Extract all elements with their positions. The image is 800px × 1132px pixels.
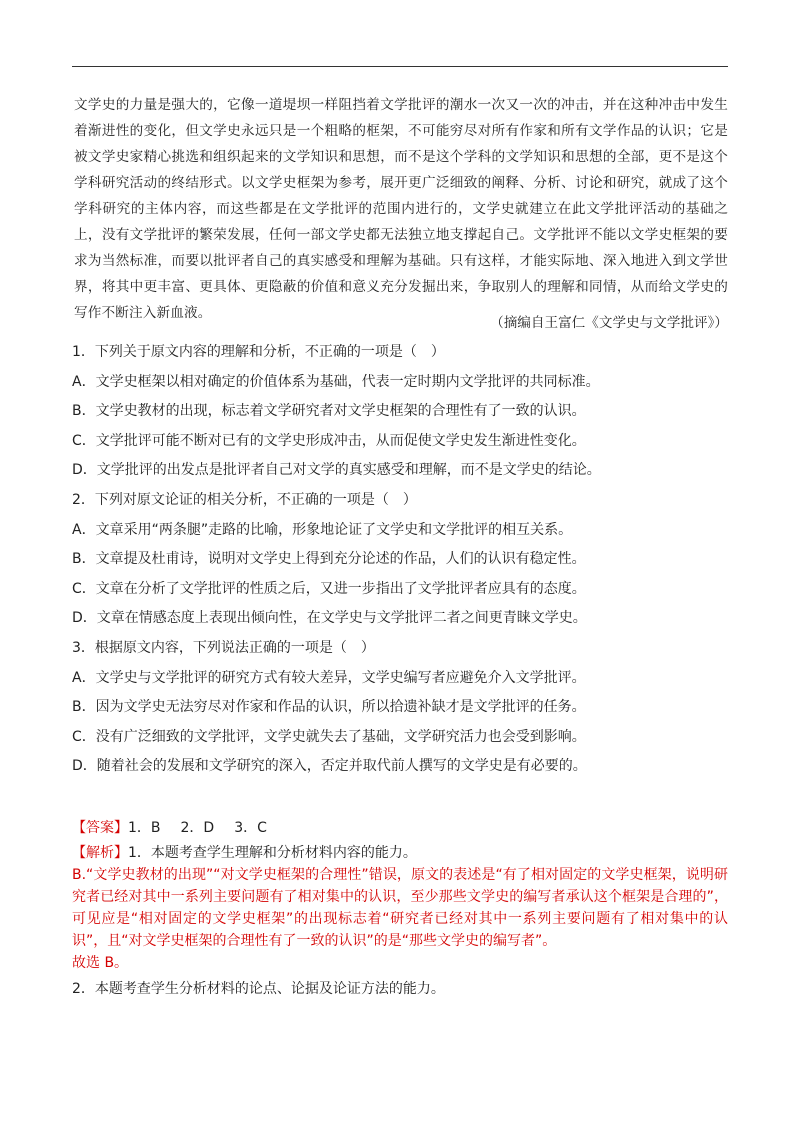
answer-item: 2．D (180, 820, 215, 836)
answer-key (72, 818, 287, 838)
analysis-line1: 1．本题考查学生理解和分析材料内容的能力。 (128, 845, 417, 861)
header-rule (72, 66, 728, 67)
question-option: D．文学批评的出发点是批评者自己对文学的真实感受和理解，而不是文学史的结论。 (72, 462, 601, 479)
reading-passage (74, 92, 728, 326)
question-option: D．文章在情感态度上表现出倾向性，在文学史与文学批评二者之间更青睐文学史。 (72, 610, 587, 627)
analysis-explanation: B.“文学史教材的出现”“对文学史框架的合理性”错误，原文的表述是“有了相对固定的文学史框架，说明研究者已经对其中一系列主要问题有了相对集中的认识，至少那些文学史的编写者承认这个框架是合理的”，可见应是“相对固定的文学史框架”的出现标志着“研究者已经对其中一系列主要问题有了相对集中的认识”，且“对文学史框架的合理性有了一致的认识”的是“那些文学史的编写者”。 (72, 867, 728, 949)
question-option: A．文学史框架以相对确定的价值体系为基础，代表一定时期内文学批评的共同标准。 (72, 373, 600, 390)
question-option: B．文学史教材的出现，标志着文学研究者对文学史框架的合理性有了一致的认识。 (72, 403, 586, 420)
question-option: B．文章提及杜甫诗，说明对文学史上得到充分论述的作品，人们的认识有稳定性。 (72, 551, 586, 568)
question-option: C．文学批评可能不断对已有的文学史形成冲击，从而促使文学史发生渐进性变化。 (72, 432, 586, 449)
analysis-tag: 【解析】 (72, 845, 128, 861)
analysis-line (72, 842, 728, 864)
question-stem: 1．下列关于原文内容的理解和分析，不正确的一项是（ ） (72, 344, 445, 360)
question-option: C．文章在分析了文学批评的性质之后，又进一步指出了文学批评者应具有的态度。 (72, 580, 586, 597)
passage-text: 文学史的力量是强大的，它像一道堤坝一样阻挡着文学批评的潮水一次又一次的冲击，并在这种冲击中发生着渐进性的变化，但文学史永远只是一个粗略的框架，不可能穷尽对所有作家和所有文学作品的认识；它是被文学史家精心挑选和组织起来的文学知识和思想，而不是这个学科的文学知识和思想的全部，更不是这个学科研究活动的终结形式。以文学史框架为参考，展开更广泛细致的阐释、分析、讨论和研究，就成了这个学科研究的主体内容，而这些都是在文学批评的范围内进行的，文学史就建立在此文学批评活动的基础之上，没有文学批评的繁荣发展，任何一部文学史都无法独立地支撑起自己。文学批评不能以文学史框架的要求为当然标准，而要以批评者自己的真实感受和理解为基础。只有这样，才能实际地、深入地进入到文学世界，将其中更丰富、更具体、更隐蔽的价值和意义充分发掘出来，争取别人的理解和同情，从而给文学史的写作不断注入新血液。 (74, 97, 728, 321)
question-stem: 3．根据原文内容，下列说法正确的一项是（ ） (72, 639, 375, 656)
question-option: D．随着社会的发展和文学研究的深入，否定并取代前人撰写的文学史是有必要的。 (72, 758, 587, 775)
question-option: B．因为文学史无法穷尽对作家和作品的认识，所以拾遗补缺才是文学批评的任务。 (72, 699, 586, 716)
answer-item: 3．C (234, 820, 267, 836)
answer-tag: 【答案】 (72, 820, 128, 836)
question-option: A．文学史与文学批评的研究方式有较大差异，文学史编写者应避免介入文学批评。 (72, 669, 586, 686)
question-stem: 2．下列对原文论证的相关分析，不正确的一项是（ ） (72, 491, 417, 508)
answer-item: 1．B (128, 820, 161, 836)
analysis-section (72, 842, 728, 1000)
passage-source: （摘编自王富仁《文学史与文学批评》） (490, 315, 728, 331)
analysis-line2: 2．本题考查学生分析材料的论点、论据及论证方法的能力。 (72, 981, 445, 997)
question-list (72, 338, 728, 782)
question-option: A．文章采用“两条腿”走路的比喻，形象地论证了文学史和文学批评的相互关系。 (72, 521, 573, 538)
analysis-conclusion: 故选 B。 (72, 955, 129, 971)
question-option: C．没有广泛细致的文学批评，文学史就失去了基础，文学研究活力也会受到影响。 (72, 728, 586, 745)
